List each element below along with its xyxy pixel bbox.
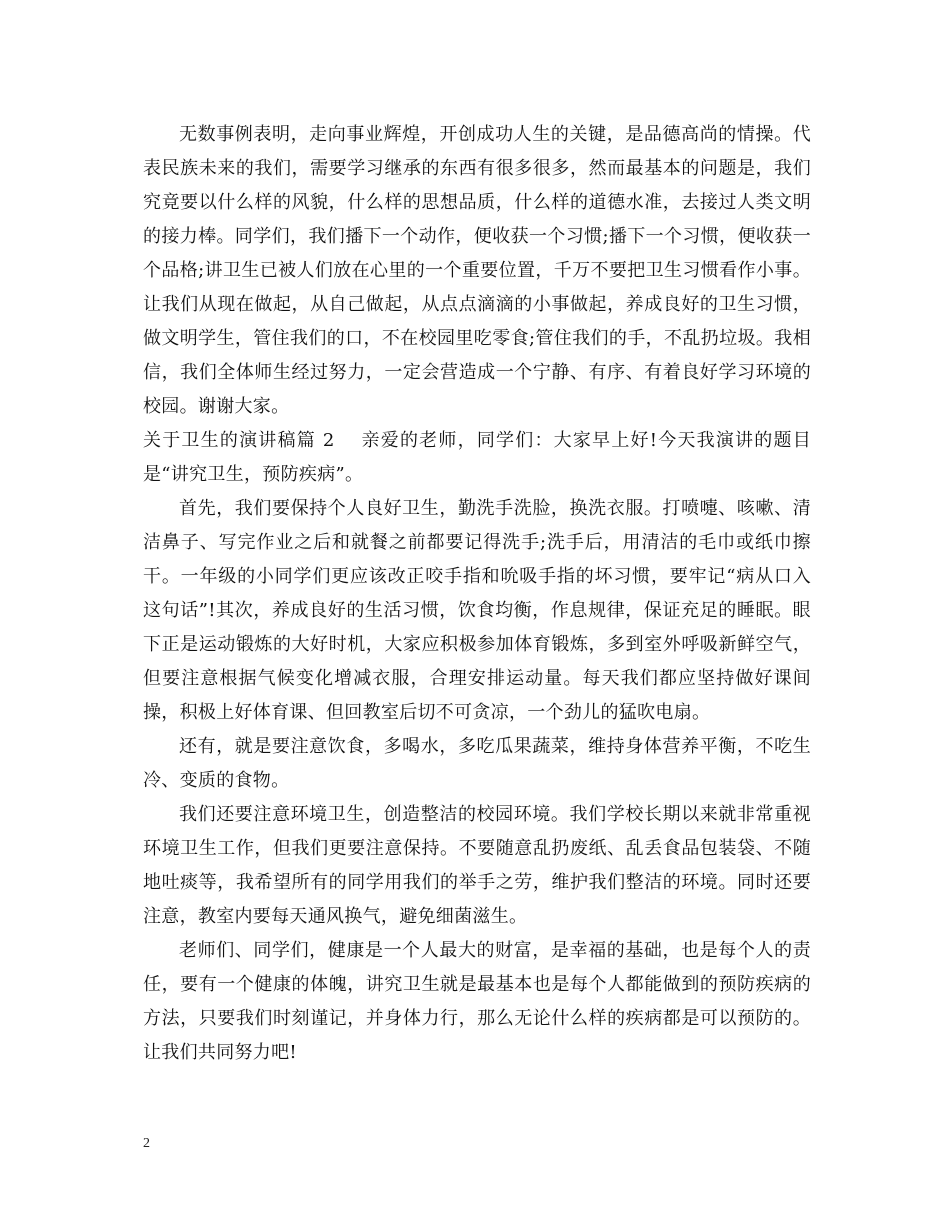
section-intro: 亲爱的老师，同学们：大家早上好!今天我演讲的题目是“讲究卫生，预防疾病”。	[143, 430, 811, 485]
page-number: 2	[143, 1136, 150, 1151]
section-heading-line	[143, 424, 811, 492]
paragraph-environment: 我们还要注意环境卫生，创造整洁的校园环境。我们学校长期以来就非常重视环境卫生工作，但我们更要注意保持。不要随意乱扔废纸、乱丢食品包装袋、不随地吐痰等，我希望所有的同学用我们的举手之劳，维护我们整洁的环境。同时还要注意，教室内要每天通风换气，避免细菌滋生。	[143, 804, 811, 927]
document-body	[143, 118, 811, 1070]
paragraph-conclusion: 无数事例表明，走向事业辉煌，开创成功人生的关键，是品德高尚的情操。代表民族未来的我们，需要学习继承的东西有很多很多，然而最基本的问题是，我们究竟要以什么样的风貌，什么样的思想品质，什么样的道德水准，去接过人类文明的接力棒。同学们，我们播下一个动作，便收获一个习惯;播下一个习惯，便收获一个品格;讲卫生已被人们放在心里的一个重要位置，千万不要把卫生习惯看作小事。让我们从现在做起，从自己做起，从点点滴滴的小事做起，养成良好的卫生习惯，做文明学生，管住我们的口，不在校园里吃零食;管住我们的手，不乱扔垃圾。我相信，我们全体师生经过努力，一定会营造成一个宁静、有序、有着良好学习环境的校园。谢谢大家。	[143, 124, 811, 417]
paragraph-diet: 还有，就是要注意饮食，多喝水，多吃瓜果蔬菜，维持身体营养平衡，不吃生冷、变质的食物。	[143, 736, 811, 791]
section-title: 关于卫生的演讲稿篇 2	[143, 430, 335, 451]
paragraph-personal-hygiene: 首先，我们要保持个人良好卫生，勤洗手洗脸，换洗衣服。打喷嚏、咳嗽、清洁鼻子、写完作业之后和就餐之前都要记得洗手;洗手后，用清洁的毛巾或纸巾擦干。一年级的小同学们更应该改正咬手指和吮吸手指的坏习惯，要牢记“病从口入这句话”!其次，养成良好的生活习惯，饮食均衡，作息规律，保证充足的睡眠。眼下正是运动锻炼的大好时机，大家应积极参加体育锻炼，多到室外呼吸新鲜空气，但要注意根据气候变化增减衣服，合理安排运动量。每天我们都应坚持做好课间操，积极上好体育课、但回教室后切不可贪凉，一个劲儿的猛吹电扇。	[143, 498, 811, 723]
paragraph-closing: 老师们、同学们，健康是一个人最大的财富，是幸福的基础，也是每个人的责任，要有一个健康的体魄，讲究卫生就是最基本也是每个人都能做到的预防疾病的方法，只要我们时刻谨记，并身体力行，那么无论什么样的疾病都是可以预防的。让我们共同努力吧!	[143, 940, 811, 1063]
